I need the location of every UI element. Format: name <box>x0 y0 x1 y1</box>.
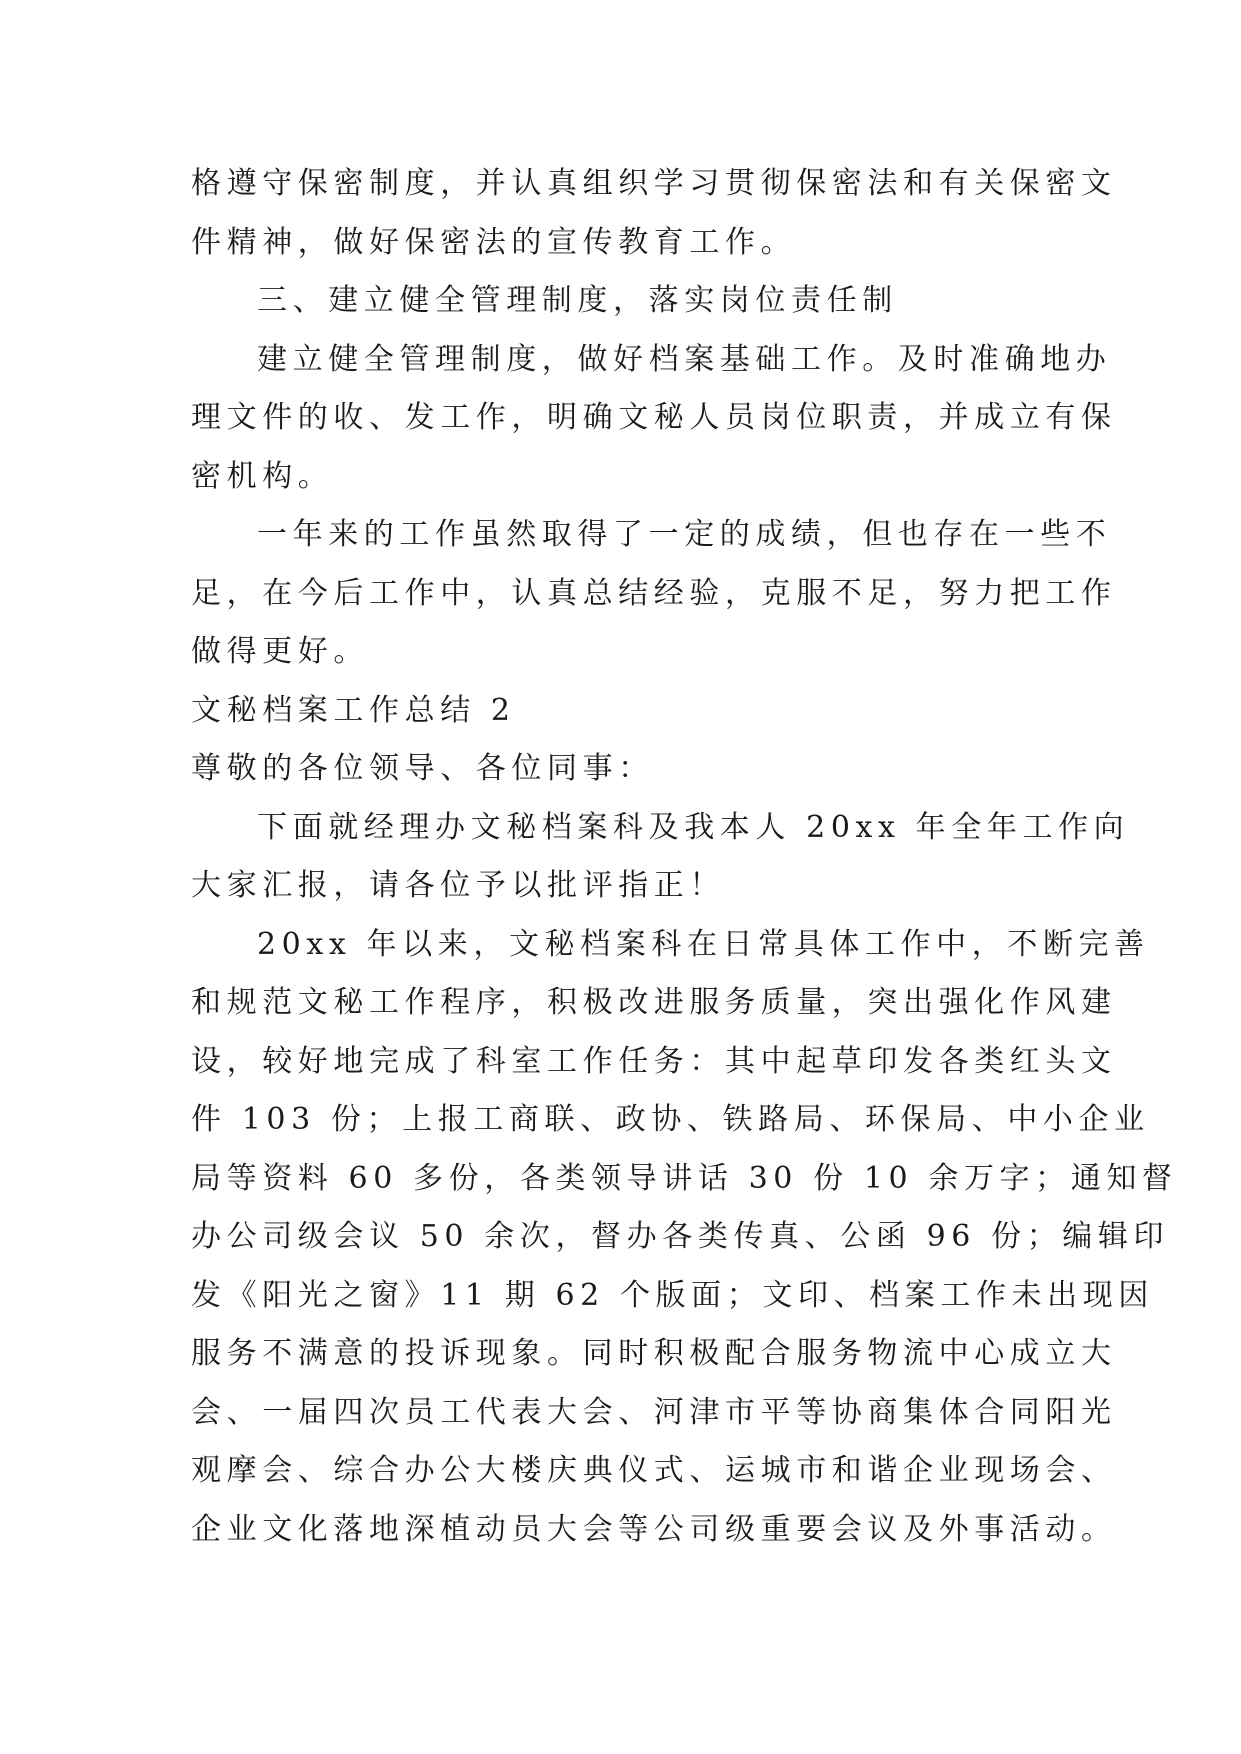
text-line-9: 做得更好。 <box>191 634 369 669</box>
text-line-15: 和规范文秘工作程序，积极改进服务质量，突出强化作风建 <box>191 985 1117 1020</box>
document-title-2: 文秘档案工作总结 2 <box>191 692 516 728</box>
text-line-7: 一年来的工作虽然取得了一定的成绩，但也存在一些不 <box>257 517 1112 552</box>
text-line-16: 设，较好地完成了科室工作任务：其中起草印发各类红头文 <box>191 1043 1117 1079</box>
text-line-6: 密机构。 <box>191 458 334 494</box>
text-line-22: 会、一届四次员工代表大会、河津市平等协商集体合同阳光 <box>191 1394 1117 1430</box>
text-line-1: 格遵守保密制度，并认真组织学习贯彻保密法和有关保密文 <box>191 166 1117 201</box>
text-line-21: 服务不满意的投诉现象。同时积极配合服务物流中心成立大 <box>191 1336 1117 1371</box>
text-line-2: 件精神，做好保密法的宣传教育工作。 <box>191 224 797 260</box>
text-line-18: 局等资料 60 多份，各类领导讲话 30 份 10 余万字；通知督 <box>191 1160 1178 1196</box>
text-line-8: 足，在今后工作中，认真总结经验，克服不足，努力把工作 <box>191 575 1117 611</box>
text-line-14: 20xx 年以来，文秘档案科在日常具体工作中，不断完善 <box>257 926 1150 962</box>
document-body <box>191 155 1178 1559</box>
text-line-12: 下面就经理办文秘档案科及我本人 20xx 年全年工作向 <box>257 809 1130 845</box>
salutation: 尊敬的各位领导、各位同事： <box>191 751 654 786</box>
text-line-20: 发《阳光之窗》11 期 62 个版面；文印、档案工作未出现因 <box>191 1277 1154 1313</box>
text-line-17: 件 103 份；上报工商联、政协、铁路局、环保局、中小企业 <box>191 1102 1150 1137</box>
text-line-23: 观摩会、综合办公大楼庆典仪式、运城市和谐企业现场会、 <box>191 1453 1117 1488</box>
text-line-4: 建立健全管理制度，做好档案基础工作。及时准确地办 <box>257 341 1112 377</box>
text-line-13: 大家汇报，请各位予以批评指正！ <box>191 868 725 903</box>
section-heading-3: 三、建立健全管理制度，落实岗位责任制 <box>257 283 898 318</box>
text-line-24: 企业文化落地深植动员大会等公司级重要会议及外事活动。 <box>191 1511 1117 1547</box>
text-line-19: 办公司级会议 50 余次，督办各类传真、公函 96 份；编辑印 <box>191 1219 1170 1254</box>
text-line-5: 理文件的收、发工作，明确文秘人员岗位职责，并成立有保 <box>191 400 1117 435</box>
